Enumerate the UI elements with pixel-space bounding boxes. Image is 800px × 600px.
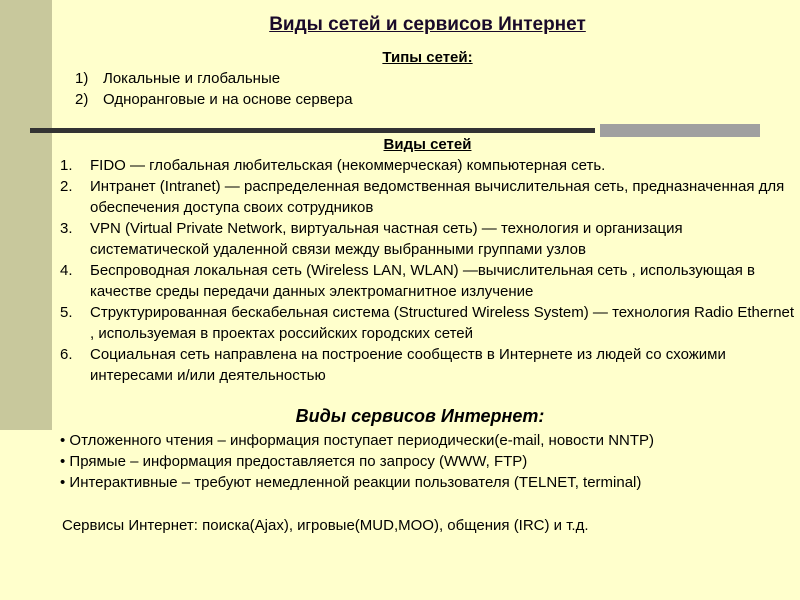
list-item (60, 344, 795, 386)
services-summary: Сервисы Интернет: поиска(Ajax), игровые(MUD,MOO), общения (IRC) и т.д. (62, 517, 589, 534)
list-item (60, 176, 795, 218)
services-list (60, 430, 795, 493)
slide-title: Виды сетей и сервисов Интернет (269, 14, 586, 35)
list-item-number: 5. (60, 304, 73, 321)
list-item-text: Интранет (Intranet) — распределенная ведомственная вычислительная сеть, предназначенная для обеспечения доступа своих сотрудников (90, 178, 785, 216)
list-item-number: 6. (60, 346, 73, 363)
list-item (60, 302, 795, 344)
list-item (60, 260, 795, 302)
bullet-item: • Отложенного чтения – информация поступает периодически(e-mail, новости NNTP) (60, 432, 655, 449)
list-item-number: 2. (60, 178, 73, 195)
list-item (60, 218, 795, 260)
list-item-text: Одноранговые и на основе сервера (103, 91, 353, 108)
list-item-text: Беспроводная локальная сеть (Wireless LAN, WLAN) —вычислительная сеть , использующая в качестве среды передачи данных электромагнитное излучение (90, 262, 755, 300)
bullet-item: • Интерактивные – требуют немедленной реакции пользователя (TELNET, terminal) (60, 474, 642, 491)
list-item-number: 1. (60, 157, 73, 174)
list-item-number: 3. (60, 220, 73, 237)
list-item-text: Локальные и глобальные (103, 70, 281, 87)
network-types-heading: Типы сетей: (382, 49, 473, 66)
bullet-item: • Прямые – информация предоставляется по запросу (WWW, FTP) (60, 453, 528, 470)
list-item-number: 2) (75, 91, 89, 108)
list-item-text: VPN (Virtual Private Network, виртуальная частная сеть) — технология и организация систематической удаленной связи между выбранными группами узлов (90, 220, 683, 258)
list-item-number: 4. (60, 262, 73, 279)
network-kinds-heading: Виды сетей (383, 136, 472, 153)
list-item-text: Социальная сеть направлена на построение сообществ в Интернете из людей со схожими интересами и/или деятельностью (90, 346, 726, 384)
network-types-list (75, 68, 353, 110)
list-item (75, 68, 353, 89)
services-heading: Виды сервисов Интернет: (295, 406, 545, 426)
divider-line (30, 128, 595, 133)
list-item-text: FIDO — глобальная любительская (некоммерческая) компьютерная сеть. (90, 157, 606, 174)
list-item (75, 89, 353, 110)
list-item-number: 1) (75, 70, 89, 87)
list-item-text: Структурированная бескабельная система (Structured Wireless System) — технология Radio Ethernet , используемая в проектах российских городских сетей (90, 304, 795, 342)
list-item (60, 155, 795, 176)
network-kinds-list (60, 155, 795, 386)
